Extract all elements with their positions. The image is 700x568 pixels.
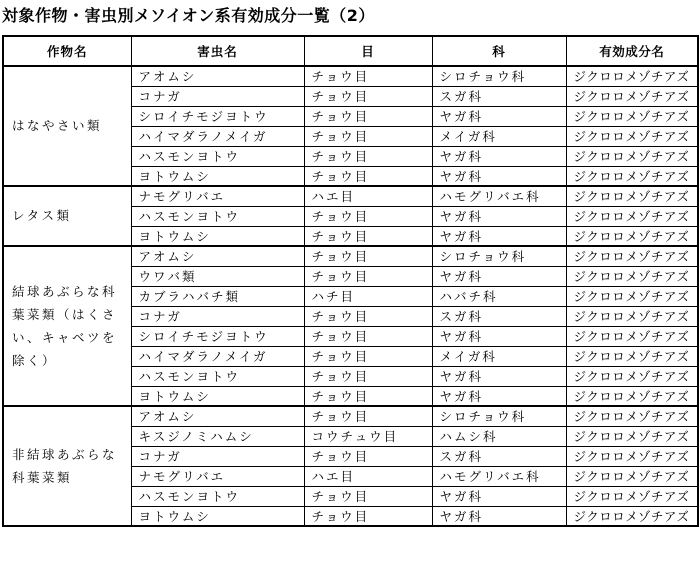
order-cell: チョウ目 [304,246,432,266]
table-header [3,36,698,66]
pest-name-cell: アオムシ [131,246,304,266]
order-cell: チョウ目 [304,406,432,426]
ingredient-name-cell: ジクロロメゾチアズ [566,146,698,166]
family-cell: ヤガ科 [432,226,566,246]
ingredient-name-cell: ジクロロメゾチアズ [566,466,698,486]
table-row [3,246,698,266]
order-cell: チョウ目 [304,346,432,366]
ingredient-name-cell: ジクロロメゾチアズ [566,306,698,326]
header-ingredient-name: 有効成分名 [566,36,698,66]
ingredient-name-cell: ジクロロメゾチアズ [566,346,698,366]
pest-name-cell: ヨトウムシ [131,506,304,526]
pest-name-cell: ハイマダラノメイガ [131,126,304,146]
header-row [3,36,698,66]
pest-name-cell: ハスモンヨトウ [131,366,304,386]
ingredient-name-cell: ジクロロメゾチアズ [566,246,698,266]
pest-name-cell: コナガ [131,86,304,106]
family-cell: ヤガ科 [432,146,566,166]
ingredient-name-cell: ジクロロメゾチアズ [566,126,698,146]
crop-name-cell: レタス類 [3,186,131,246]
order-cell: ハエ目 [304,186,432,206]
family-cell: シロチョウ科 [432,406,566,426]
order-cell: チョウ目 [304,326,432,346]
family-cell: スガ科 [432,86,566,106]
crop-name-cell: 非結球あぶらな科葉菜類 [3,406,131,526]
family-cell: スガ科 [432,306,566,326]
pest-name-cell: ヨトウムシ [131,226,304,246]
family-cell: メイガ科 [432,126,566,146]
order-cell: チョウ目 [304,86,432,106]
ingredient-name-cell: ジクロロメゾチアズ [566,66,698,86]
family-cell: スガ科 [432,446,566,466]
family-cell: ハモグリバエ科 [432,466,566,486]
crop-name-cell: 結球あぶらな科葉菜類（はくさい、キャベツを除く） [3,246,131,406]
family-cell: ヤガ科 [432,106,566,126]
ingredient-name-cell: ジクロロメゾチアズ [566,386,698,406]
table-row [3,186,698,206]
order-cell: チョウ目 [304,366,432,386]
ingredient-name-cell: ジクロロメゾチアズ [566,226,698,246]
family-cell: ヤガ科 [432,326,566,346]
order-cell: チョウ目 [304,126,432,146]
order-cell: チョウ目 [304,226,432,246]
ingredient-name-cell: ジクロロメゾチアズ [566,366,698,386]
pest-name-cell: コナガ [131,446,304,466]
ingredient-name-cell: ジクロロメゾチアズ [566,326,698,346]
family-cell: ヤガ科 [432,166,566,186]
pest-name-cell: ナモグリバエ [131,466,304,486]
family-cell: ハムシ科 [432,426,566,446]
pest-name-cell: ウワバ類 [131,266,304,286]
ingredient-name-cell: ジクロロメゾチアズ [566,506,698,526]
header-pest-name: 害虫名 [131,36,304,66]
family-cell: ヤガ科 [432,506,566,526]
table-body [3,66,698,526]
ingredient-name-cell: ジクロロメゾチアズ [566,206,698,226]
pest-name-cell: ヨトウムシ [131,386,304,406]
pest-name-cell: アオムシ [131,406,304,426]
order-cell: チョウ目 [304,166,432,186]
family-cell: ヤガ科 [432,486,566,506]
pest-name-cell: カブラハバチ類 [131,286,304,306]
pest-name-cell: キスジノミハムシ [131,426,304,446]
family-cell: ハモグリバエ科 [432,186,566,206]
family-cell: ヤガ科 [432,206,566,226]
order-cell: チョウ目 [304,206,432,226]
order-cell: チョウ目 [304,106,432,126]
order-cell: チョウ目 [304,506,432,526]
header-family: 科 [432,36,566,66]
order-cell: チョウ目 [304,306,432,326]
family-cell: ヤガ科 [432,366,566,386]
ingredient-name-cell: ジクロロメゾチアズ [566,266,698,286]
pest-name-cell: シロイチモジヨトウ [131,326,304,346]
pest-name-cell: ナモグリバエ [131,186,304,206]
ingredient-table [2,35,699,527]
order-cell: チョウ目 [304,386,432,406]
order-cell: チョウ目 [304,146,432,166]
pest-name-cell: ヨトウムシ [131,166,304,186]
family-cell: シロチョウ科 [432,246,566,266]
family-cell: シロチョウ科 [432,66,566,86]
family-cell: ハバチ科 [432,286,566,306]
pest-name-cell: シロイチモジヨトウ [131,106,304,126]
ingredient-name-cell: ジクロロメゾチアズ [566,426,698,446]
order-cell: ハエ目 [304,466,432,486]
table-row [3,406,698,426]
family-cell: ヤガ科 [432,266,566,286]
order-cell: コウチュウ目 [304,426,432,446]
ingredient-name-cell: ジクロロメゾチアズ [566,106,698,126]
order-cell: チョウ目 [304,446,432,466]
pest-name-cell: コナガ [131,306,304,326]
ingredient-name-cell: ジクロロメゾチアズ [566,406,698,426]
ingredient-name-cell: ジクロロメゾチアズ [566,86,698,106]
crop-name-cell: はなやさい類 [3,66,131,186]
table-row [3,66,698,86]
ingredient-name-cell: ジクロロメゾチアズ [566,486,698,506]
family-cell: メイガ科 [432,346,566,366]
pest-name-cell: ハスモンヨトウ [131,146,304,166]
order-cell: チョウ目 [304,66,432,86]
ingredient-name-cell: ジクロロメゾチアズ [566,166,698,186]
header-order: 目 [304,36,432,66]
header-crop-name: 作物名 [3,36,131,66]
ingredient-name-cell: ジクロロメゾチアズ [566,186,698,206]
page-title: 対象作物・害虫別メソイオン系有効成分一覧（2） [2,6,375,25]
ingredient-name-cell: ジクロロメゾチアズ [566,286,698,306]
ingredient-name-cell: ジクロロメゾチアズ [566,446,698,466]
family-cell: ヤガ科 [432,386,566,406]
pest-name-cell: ハスモンヨトウ [131,486,304,506]
order-cell: ハチ目 [304,286,432,306]
order-cell: チョウ目 [304,486,432,506]
pest-name-cell: ハスモンヨトウ [131,206,304,226]
pest-name-cell: アオムシ [131,66,304,86]
order-cell: チョウ目 [304,266,432,286]
pest-name-cell: ハイマダラノメイガ [131,346,304,366]
